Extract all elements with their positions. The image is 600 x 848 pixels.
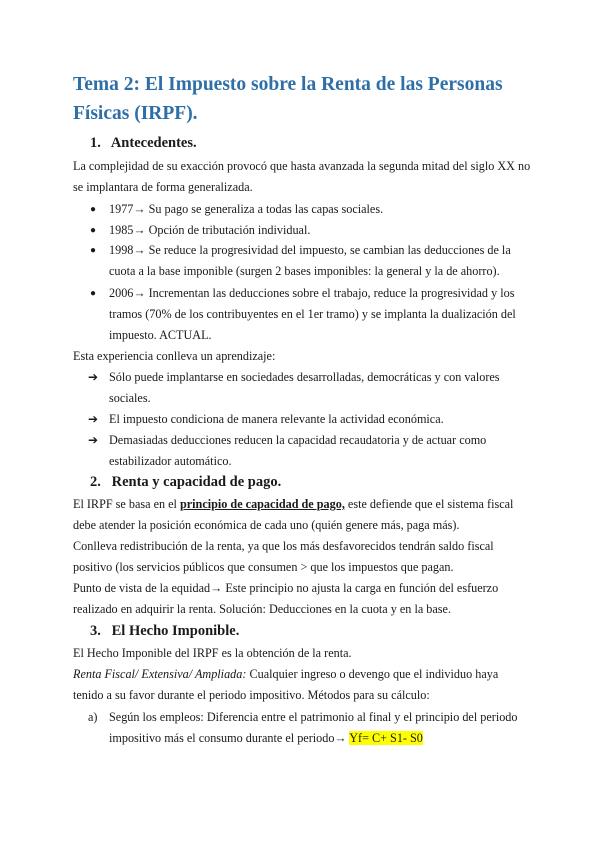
- highlighted-formula: Yf= C+ S1- S0: [349, 731, 423, 745]
- s2-line-5: Punto de vista de la equidad→ Este principio no ajusta la carga en función del esfuerzo: [73, 581, 499, 595]
- s2-line-1-start: El IRPF se basa en el: [73, 497, 180, 511]
- bullet-icon: ●: [90, 204, 97, 215]
- s1-intro-line-2: se implantara de forma generalizada.: [73, 180, 253, 194]
- title-line-1: Tema 2: El Impuesto sobre la Renta de las Personas: [73, 74, 503, 95]
- section-1-heading: [90, 133, 197, 153]
- arrow-bullet-icon: ➔: [88, 412, 99, 426]
- document-title: [73, 70, 543, 128]
- s1-experience: Esta experiencia conlleva un aprendizaje:: [73, 349, 276, 363]
- s2-line-2: debe atender la posición económica de cada uno (quién genere más, paga más).: [73, 518, 460, 532]
- renta-fiscal-term: Renta Fiscal/ Extensiva/ Ampliada:: [73, 667, 247, 681]
- arrow-bullet-icon: ➔: [88, 433, 99, 447]
- section-1-number: 1.: [90, 135, 101, 151]
- bullet-1977: 1977→ Su pago se generaliza a todas las capas sociales.: [109, 202, 384, 216]
- method-a-line-1: Según los empleos: Diferencia entre el patrimonio al final y el principio del periodo: [109, 710, 518, 724]
- s1-intro-line-1: La complejidad de su exacción provocó que hasta avanzada la segunda mitad del siglo XX no: [73, 159, 531, 173]
- section-1-title: Antecedentes.: [110, 135, 197, 151]
- arrow-item-3-line-2: estabilizador automático.: [109, 454, 232, 468]
- bullet-icon: ●: [90, 288, 97, 299]
- arrow-item-3-line-1: Demasiadas deducciones reducen la capacidad recaudatoria y de actuar como: [109, 433, 487, 447]
- arrow-item-1-line-2: sociales.: [109, 391, 151, 405]
- bullet-1985: 1985→ Opción de tributación individual.: [109, 223, 311, 237]
- section-3-heading: [90, 621, 239, 641]
- arrow-item-2: El impuesto condiciona de manera relevante la actividad económica.: [109, 412, 444, 426]
- s3-line-2: [73, 664, 543, 685]
- method-a-line-2: [109, 728, 529, 749]
- bullet-2006-line-1: 2006→ Incrementan las deducciones sobre el trabajo, reduce la progresividad y los: [109, 286, 515, 300]
- arrow-item-1-line-1: Sólo puede implantarse en sociedades desarrolladas, democráticas y con valores: [109, 370, 500, 384]
- s3-line-2-rest: Cualquier ingreso o devengo que el individuo haya: [246, 667, 499, 681]
- section-2-number: 2.: [90, 474, 101, 490]
- s3-line-1: El Hecho Imponible del IRPF es la obtención de la renta.: [73, 646, 352, 660]
- s2-line-3: Conlleva redistribución de la renta, ya que los más desfavorecidos tendrán saldo fiscal: [73, 539, 494, 553]
- bullet-1998-line-2: cuota a la base imponible (surgen 2 bases imponibles: la general y la de ahorro).: [109, 264, 500, 278]
- s2-line-1: [73, 494, 543, 515]
- section-3-number: 3.: [90, 623, 101, 639]
- s2-line-1-end: este defiende que el sistema fiscal: [344, 497, 514, 511]
- arrow-bullet-icon: ➔: [88, 370, 99, 384]
- bullet-icon: ●: [90, 245, 97, 256]
- bullet-2006-line-2: tramos (70% de los contribuyentes en el 1er tramo) y se implanta la dualización del: [109, 307, 516, 321]
- method-a-line-2-text: impositivo más el consumo durante el periodo→: [109, 731, 350, 745]
- list-marker-a: a): [88, 710, 98, 724]
- section-3-title: El Hecho Imponible.: [111, 623, 240, 639]
- s2-line-4: positivo (los servicios públicos que consumen > que los impuestos que pagan.: [73, 560, 454, 574]
- s3-line-3: tenido a su favor durante el periodo impositivo. Métodos para su cálculo:: [73, 688, 430, 702]
- bullet-2006-line-3: impuesto. ACTUAL.: [109, 328, 212, 342]
- section-2-title: Renta y capacidad de pago.: [111, 474, 282, 490]
- section-2-heading: [90, 472, 281, 492]
- bullet-1998-line-1: 1998→ Se reduce la progresividad del impuesto, se cambian las deducciones de la: [109, 243, 511, 257]
- title-line-2: Físicas (IRPF).: [73, 103, 198, 124]
- bullet-icon: ●: [90, 225, 97, 236]
- principle-term: principio de capacidad de pago,: [179, 497, 345, 511]
- s2-line-6: realizado en adquirir la renta. Solución: Deducciones en la cuota y en la base.: [73, 602, 451, 616]
